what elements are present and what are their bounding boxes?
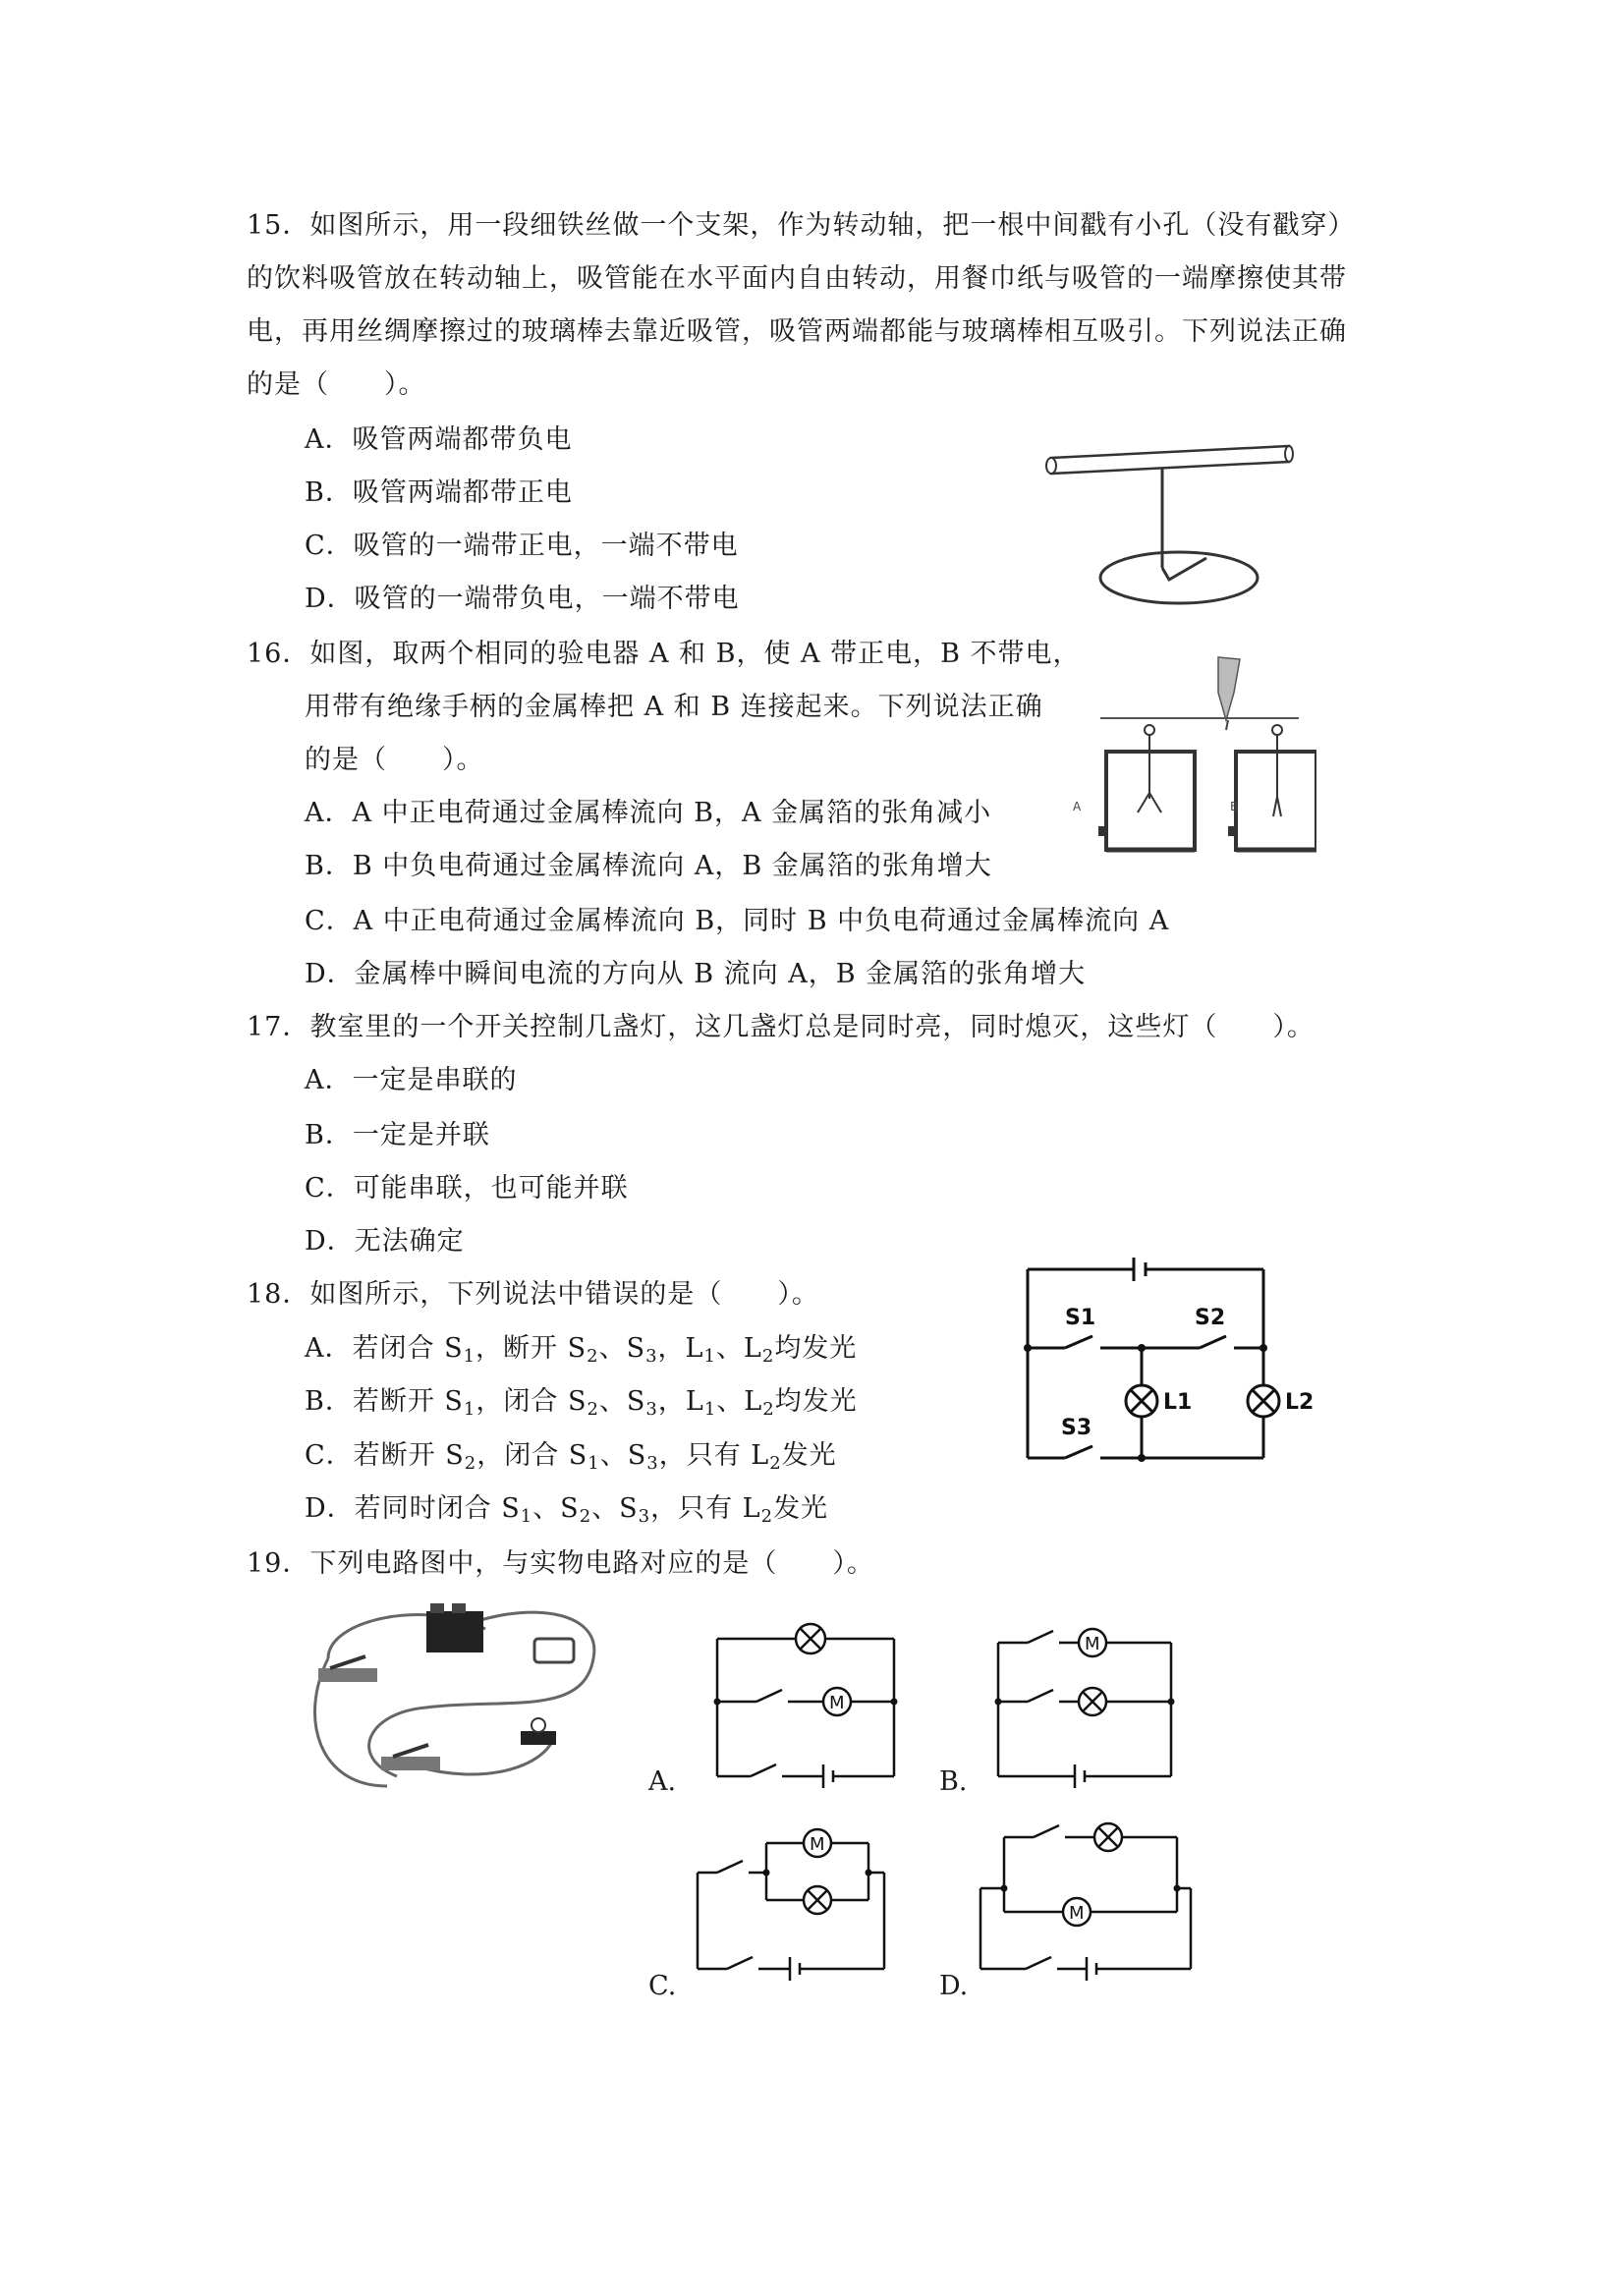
q19-circuit-d-motor-symbol: M bbox=[1069, 1903, 1085, 1924]
q19-circuit-a-motor-symbol: M bbox=[829, 1693, 845, 1713]
q19-circuit-a bbox=[688, 1611, 923, 1788]
q19-circuit-b bbox=[969, 1611, 1204, 1788]
q18-option-c: C．若断开 $S_2$，闭合 $S_1$、$S_3$，只有 $L_2$发光 bbox=[305, 1440, 837, 1474]
q19-choice-b-label: B. bbox=[939, 1766, 968, 1797]
q15-option-c: C．吸管的一端带正电，一端不带电 bbox=[305, 531, 739, 561]
q18-label-s1: S1 bbox=[1065, 1306, 1096, 1330]
q15-straw-figure bbox=[1032, 432, 1297, 609]
q18-option-a: A．若闭合 $S_1$，断开 $S_2$、$S_3$，$L_1$、$L_2$均发光 bbox=[305, 1333, 858, 1367]
q17-option-a: A．一定是串联的 bbox=[305, 1065, 518, 1095]
q17-option-d: D．无法确定 bbox=[305, 1226, 465, 1257]
q18-stem: 18．如图所示，下列说法中错误的是（ ）。 bbox=[247, 1279, 819, 1310]
q19-circuit-d bbox=[969, 1814, 1204, 1990]
q16-label-b: B bbox=[1230, 800, 1239, 813]
q19-physical-circuit-photo bbox=[308, 1599, 633, 1796]
q18-label-l2: L2 bbox=[1285, 1390, 1315, 1415]
q16-stem-line-2: 用带有绝缘手柄的金属棒把 A 和 B 连接起来。下列说法正确 bbox=[305, 692, 1043, 722]
q17-option-b: B．一定是并联 bbox=[305, 1120, 490, 1150]
q18-label-l1: L1 bbox=[1163, 1390, 1193, 1415]
q19-circuit-c bbox=[688, 1814, 923, 1990]
q16-option-b: B．B 中负电荷通过金属棒流向 A，B 金属箔的张角增大 bbox=[305, 851, 992, 881]
q15-option-d: D．吸管的一端带负电，一端不带电 bbox=[305, 584, 740, 614]
q15-stem-line-3: 电，再用丝绸摩擦过的玻璃棒去靠近吸管，吸管两端都能与玻璃棒相互吸引。下列说法正确 bbox=[247, 316, 1347, 347]
q15-option-a: A．吸管两端都带负电 bbox=[305, 424, 573, 455]
q19-circuit-c-motor-symbol: M bbox=[810, 1834, 825, 1855]
q16-stem-line-3: 的是（ ）。 bbox=[305, 745, 484, 775]
q19-stem: 19．下列电路图中，与实物电路对应的是（ ）。 bbox=[247, 1548, 874, 1579]
q19-choice-a-label: A. bbox=[648, 1766, 677, 1797]
q15-stem-line-4: 的是（ ）。 bbox=[247, 369, 426, 400]
q18-circuit-figure bbox=[1018, 1240, 1332, 1476]
q16-option-d: D．金属棒中瞬间电流的方向从 B 流向 A，B 金属箔的张角增大 bbox=[305, 959, 1087, 989]
q19-choice-c-label: C. bbox=[648, 1971, 677, 2001]
q18-label-s3: S3 bbox=[1061, 1416, 1092, 1440]
q17-option-c: C．可能串联，也可能并联 bbox=[305, 1173, 629, 1204]
q16-label-a: A bbox=[1073, 800, 1082, 813]
q19-circuit-b-motor-symbol: M bbox=[1085, 1634, 1100, 1654]
q19-choice-d-label: D. bbox=[939, 1971, 969, 2001]
q16-stem-line-1: 16．如图，取两个相同的验电器 A 和 B，使 A 带正电，B 不带电， bbox=[247, 639, 1081, 669]
q18-option-b: B．若断开 $S_1$，闭合 $S_2$、$S_3$，$L_1$、$L_2$均发光 bbox=[305, 1386, 858, 1420]
q15-option-b: B．吸管两端都带正电 bbox=[305, 477, 573, 508]
q15-stem-line-1: 15．如图所示，用一段细铁丝做一个支架，作为转动轴，把一根中间戳有小孔（没有戳穿） bbox=[247, 210, 1356, 241]
q18-option-d: D．若同时闭合 $S_1$、$S_2$、$S_3$，只有 $L_2$发光 bbox=[305, 1493, 829, 1527]
q18-label-s2: S2 bbox=[1195, 1306, 1226, 1330]
q16-option-c: C．A 中正电荷通过金属棒流向 B，同时 B 中负电荷通过金属棒流向 A bbox=[305, 906, 1170, 936]
q16-electroscope-figure bbox=[1071, 653, 1316, 874]
q16-option-a: A．A 中正电荷通过金属棒流向 B，A 金属箔的张角减小 bbox=[305, 798, 992, 828]
q15-stem-line-2: 的饮料吸管放在转动轴上，吸管能在水平面内自由转动，用餐巾纸与吸管的一端摩擦使其带 bbox=[247, 263, 1347, 294]
q17-stem: 17．教室里的一个开关控制几盏灯，这几盏灯总是同时亮，同时熄灭，这些灯（ ）。 bbox=[247, 1012, 1315, 1042]
